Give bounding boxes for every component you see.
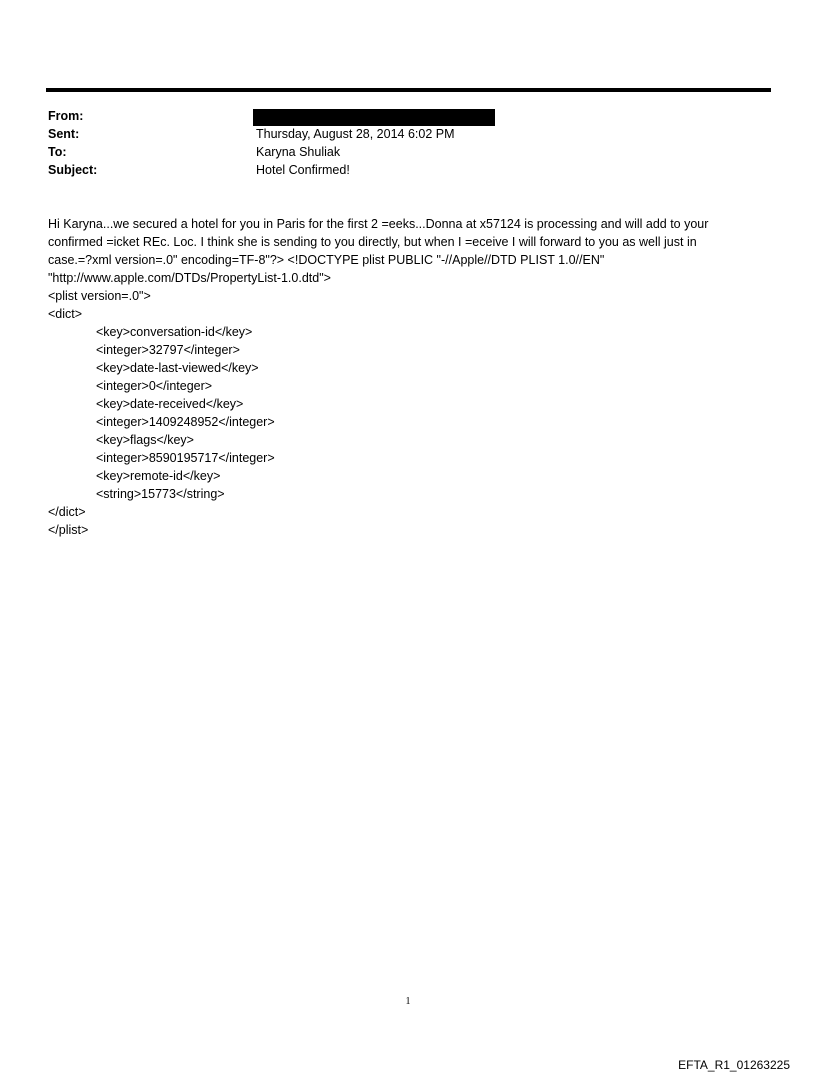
body-line: Hi Karyna...we secured a hotel for you in Paris for the first 2 =eeks...Donna at x57124 is processing and will add to your — [48, 217, 709, 231]
body-line: <plist version=.0"> — [48, 289, 151, 303]
dict-line: <key>remote-id</key> — [96, 469, 221, 483]
page-number: 1 — [405, 996, 411, 1007]
dict-line: <key>date-received</key> — [96, 397, 244, 411]
body-line: confirmed =icket REc. Loc. I think she is sending to you directly, but when I =eceive I will forward to you as well just in — [48, 235, 697, 249]
redaction-box — [253, 109, 495, 126]
dict-line: <string>15773</string> — [96, 487, 225, 501]
document-id: EFTA_R1_01263225 — [678, 1058, 790, 1072]
closing-line: </plist> — [48, 523, 89, 537]
dict-line: <integer>8590195717</integer> — [96, 451, 275, 465]
to-label: To: — [48, 145, 67, 159]
from-label: From: — [48, 109, 84, 123]
sent-label: Sent: — [48, 127, 80, 141]
dict-line: <key>date-last-viewed</key> — [96, 361, 259, 375]
body-line: "http://www.apple.com/DTDs/PropertyList-1.0.dtd"> — [48, 271, 331, 285]
message-body — [48, 215, 768, 539]
body-line: case.=?xml version=.0" encoding=TF-8"?> <!DOCTYPE plist PUBLIC "-//Apple//DTD PLIST 1.0//EN" — [48, 253, 605, 267]
closing-line: </dict> — [48, 505, 86, 519]
subject-value: Hotel Confirmed! — [256, 163, 350, 177]
sent-value: Thursday, August 28, 2014 6:02 PM — [256, 127, 455, 141]
dict-line: <integer>32797</integer> — [96, 343, 240, 357]
dict-line: <key>conversation-id</key> — [96, 325, 253, 339]
to-value: Karyna Shuliak — [256, 145, 341, 159]
dict-line: <integer>0</integer> — [96, 379, 213, 393]
top-rule — [46, 88, 771, 92]
body-line: <dict> — [48, 307, 83, 321]
dict-line: <integer>1409248952</integer> — [96, 415, 275, 429]
subject-label: Subject: — [48, 163, 98, 177]
dict-line: <key>flags</key> — [96, 433, 194, 447]
